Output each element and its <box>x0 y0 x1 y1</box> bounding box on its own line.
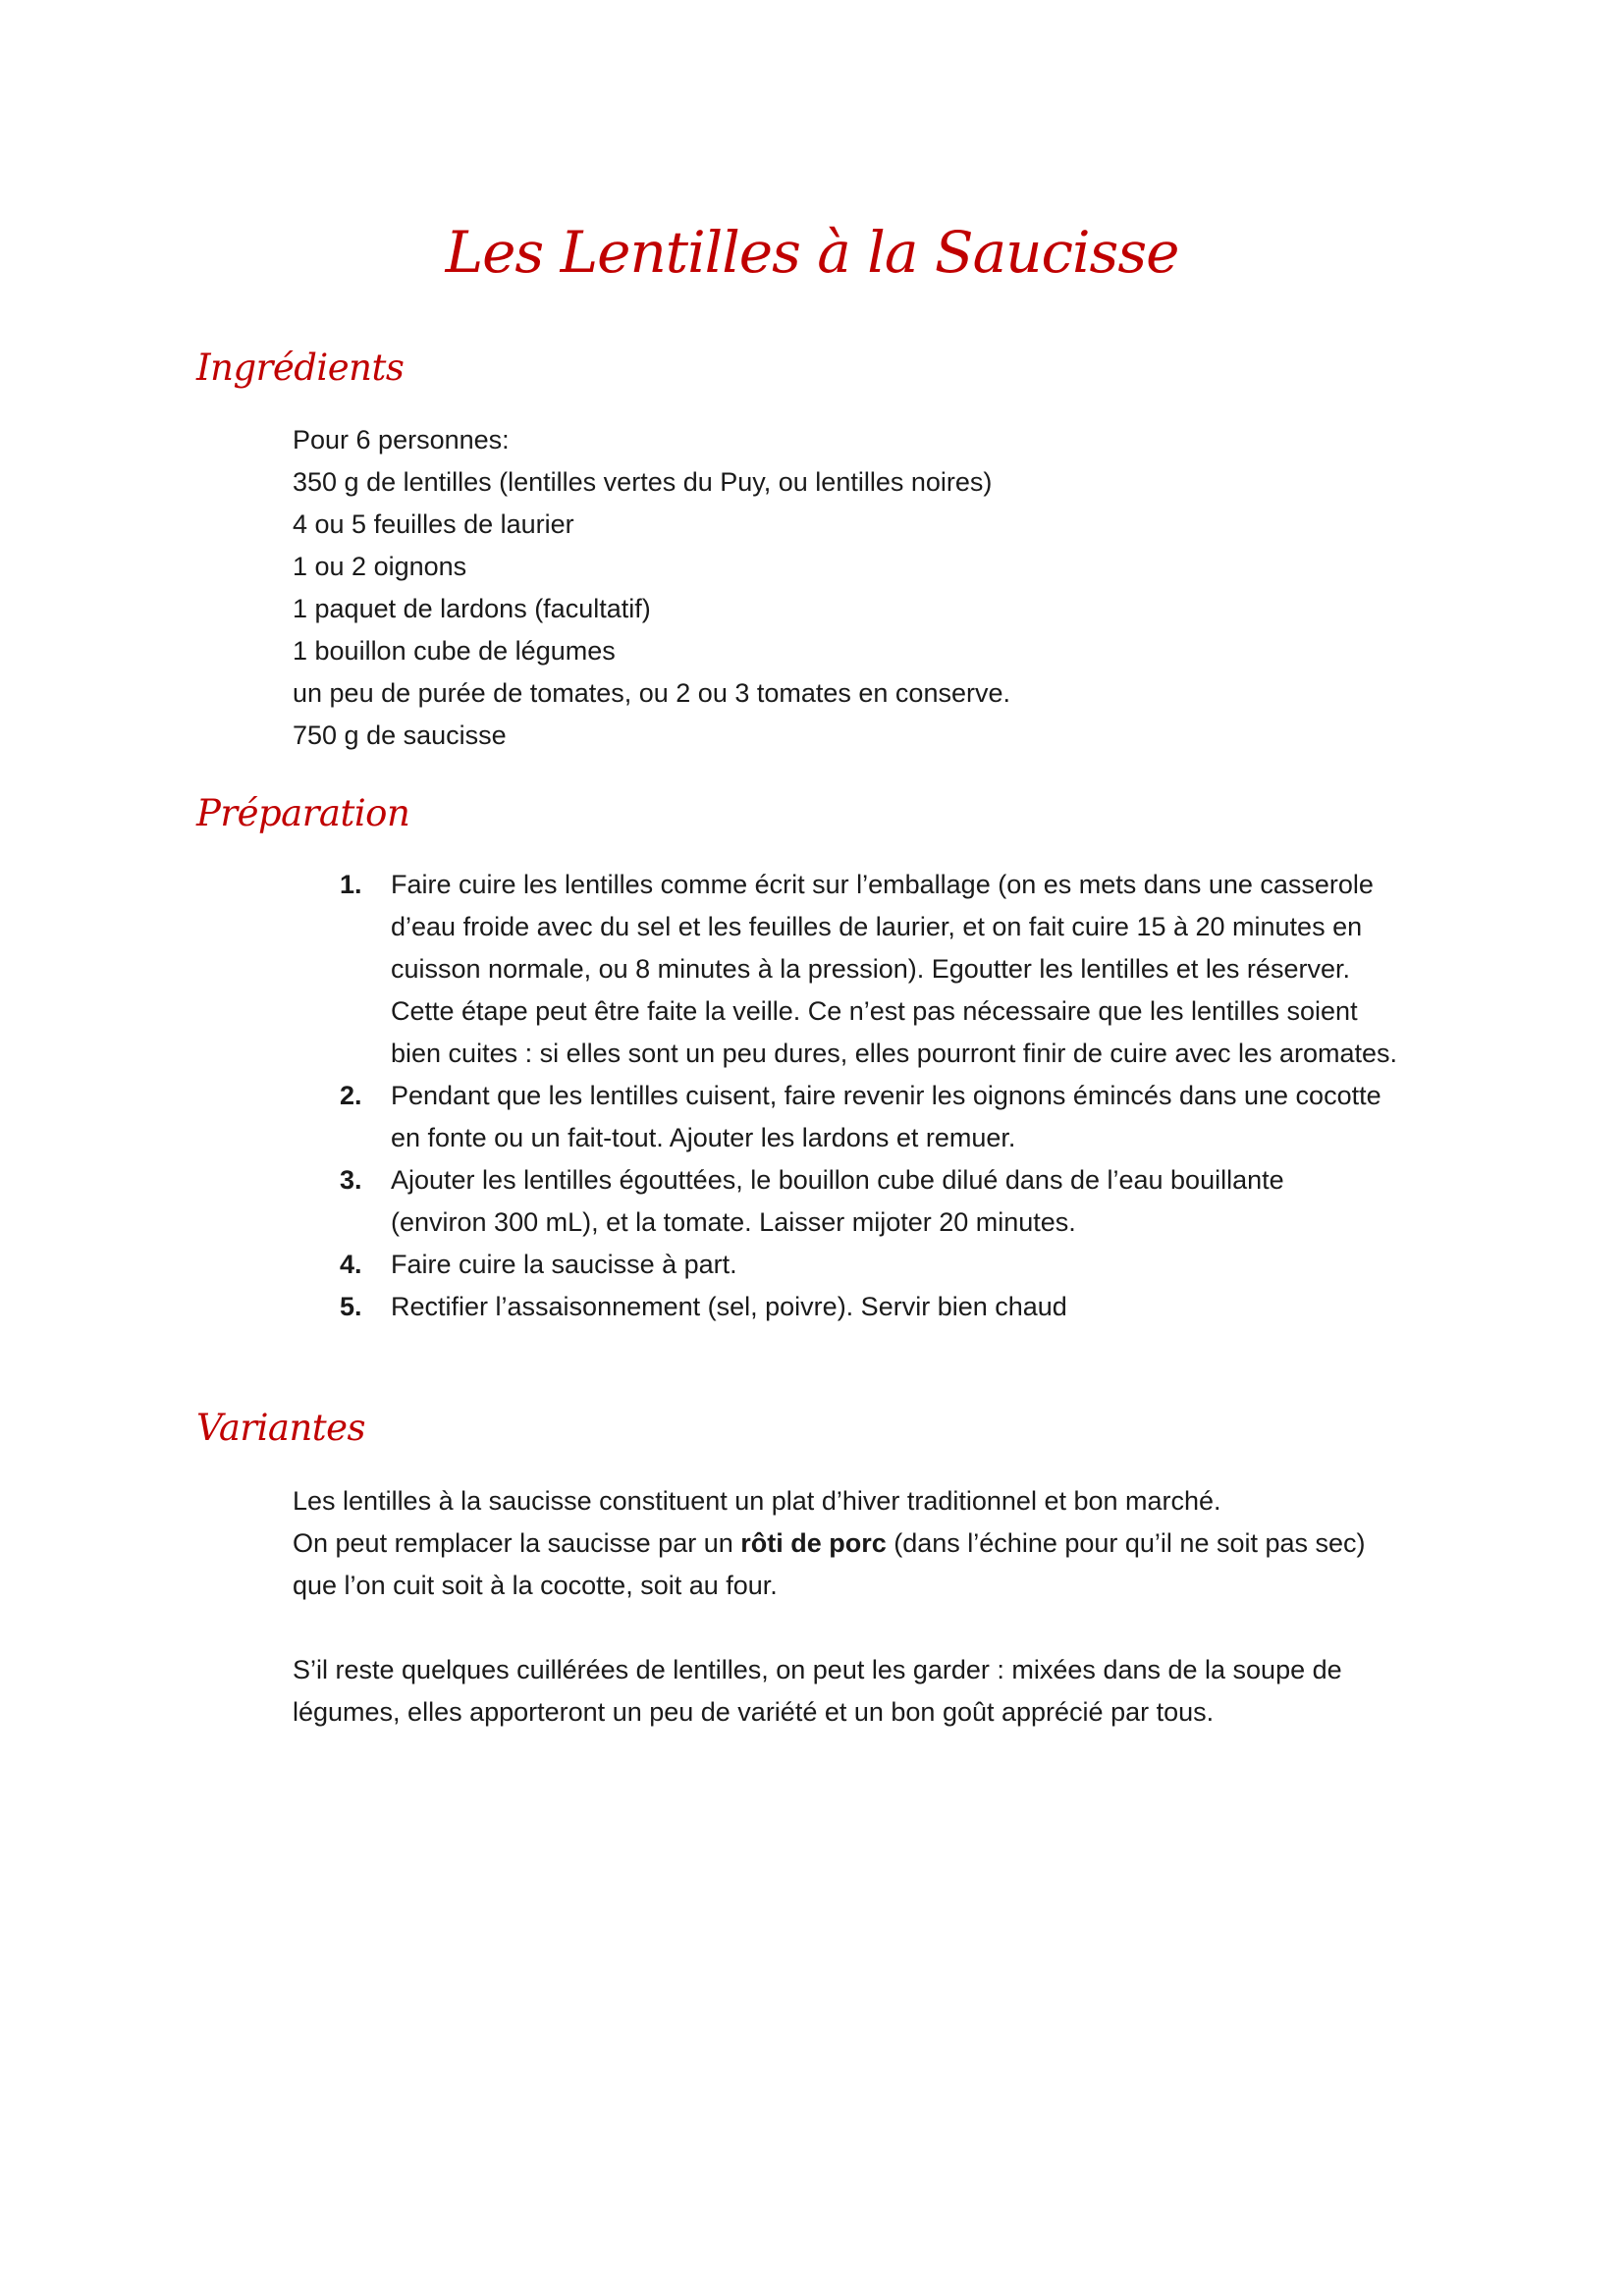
step-text <box>391 1159 1492 1244</box>
variantes-line: légumes, elles apporteront un peu de variété et un bon goût apprécié par tous. <box>293 1697 1215 1727</box>
preparation-step-3 <box>334 1159 1492 1244</box>
ingredient-line: 4 ou 5 feuilles de laurier <box>293 509 574 539</box>
step-line: d’eau froide avec du sel et les feuilles de laurier, et on fait cuire 15 à 20 minutes en <box>391 912 1363 941</box>
variantes-bold-term: rôti de porc <box>740 1528 887 1558</box>
preparation-step-2 <box>334 1075 1492 1159</box>
ingredient-line: Pour 6 personnes: <box>293 425 510 454</box>
variantes-text-after: (dans l’échine pour qu’il ne soit pas sec) <box>886 1528 1366 1558</box>
ingredient-line: 350 g de lentilles (lentilles vertes du Puy, ou lentilles noires) <box>293 467 993 497</box>
step-line: Faire cuire les lentilles comme écrit sur l’emballage (on es mets dans une casserole <box>391 870 1374 899</box>
step-number: 5. <box>340 1292 362 1321</box>
step-number: 4. <box>340 1250 362 1279</box>
variantes-line: Les lentilles à la saucisse constituent un plat d’hiver traditionnel et bon marché. <box>293 1486 1221 1516</box>
ingredient-line: un peu de purée de tomates, ou 2 ou 3 tomates en conserve. <box>293 678 1010 708</box>
preparation-step-4 <box>334 1244 1492 1286</box>
step-line: cuisson normale, ou 8 minutes à la pression). Egoutter les lentilles et les réserver. <box>391 954 1350 984</box>
variantes-text <box>293 1480 1471 1734</box>
variantes-line: que l’on cuit soit à la cocotte, soit au four. <box>293 1571 778 1600</box>
ingredients-heading: Ingrédients <box>196 347 405 389</box>
preparation-heading: Préparation <box>196 792 410 834</box>
ingredients-list <box>293 419 1471 757</box>
step-line: Pendant que les lentilles cuisent, faire revenir les oignons émincés dans une cocotte <box>391 1081 1381 1110</box>
step-line: Faire cuire la saucisse à part. <box>391 1250 737 1279</box>
step-text <box>391 1286 1492 1328</box>
variantes-line <box>293 1522 1471 1565</box>
step-number: 2. <box>340 1081 362 1110</box>
ingredient-line: 1 ou 2 oignons <box>293 552 467 581</box>
step-line: Rectifier l’assaisonnement (sel, poivre). Servir bien chaud <box>391 1292 1067 1321</box>
step-text <box>391 1244 1492 1286</box>
ingredient-line: 1 paquet de lardons (facultatif) <box>293 594 651 623</box>
variantes-line: S’il reste quelques cuillérées de lentilles, on peut les garder : mixées dans de la soupe de <box>293 1655 1342 1684</box>
preparation-step-1 <box>334 864 1492 1075</box>
variantes-text-before: On peut remplacer la saucisse par un <box>293 1528 741 1558</box>
step-line: (environ 300 mL), et la tomate. Laisser mijoter 20 minutes. <box>391 1207 1076 1237</box>
preparation-steps <box>334 864 1492 1328</box>
page-title: Les Lentilles à la Saucisse <box>445 219 1179 286</box>
step-line: bien cuites : si elles sont un peu dures, elles pourront finir de cuire avec les aromates. <box>391 1039 1398 1068</box>
step-number: 3. <box>340 1165 362 1195</box>
step-line: en fonte ou un fait-tout. Ajouter les lardons et remuer. <box>391 1123 1016 1152</box>
step-line: Ajouter les lentilles égouttées, le bouillon cube dilué dans de l’eau bouillante <box>391 1165 1284 1195</box>
variantes-heading: Variantes <box>196 1407 366 1449</box>
preparation-step-5 <box>334 1286 1492 1328</box>
step-line: Cette étape peut être faite la veille. Ce n’est pas nécessaire que les lentilles soient <box>391 996 1358 1026</box>
step-number: 1. <box>340 870 362 899</box>
ingredient-line: 750 g de saucisse <box>293 721 507 750</box>
step-text <box>391 1075 1492 1159</box>
step-text <box>391 864 1492 1075</box>
ingredient-line: 1 bouillon cube de légumes <box>293 636 616 666</box>
paragraph-gap <box>293 1607 1471 1649</box>
